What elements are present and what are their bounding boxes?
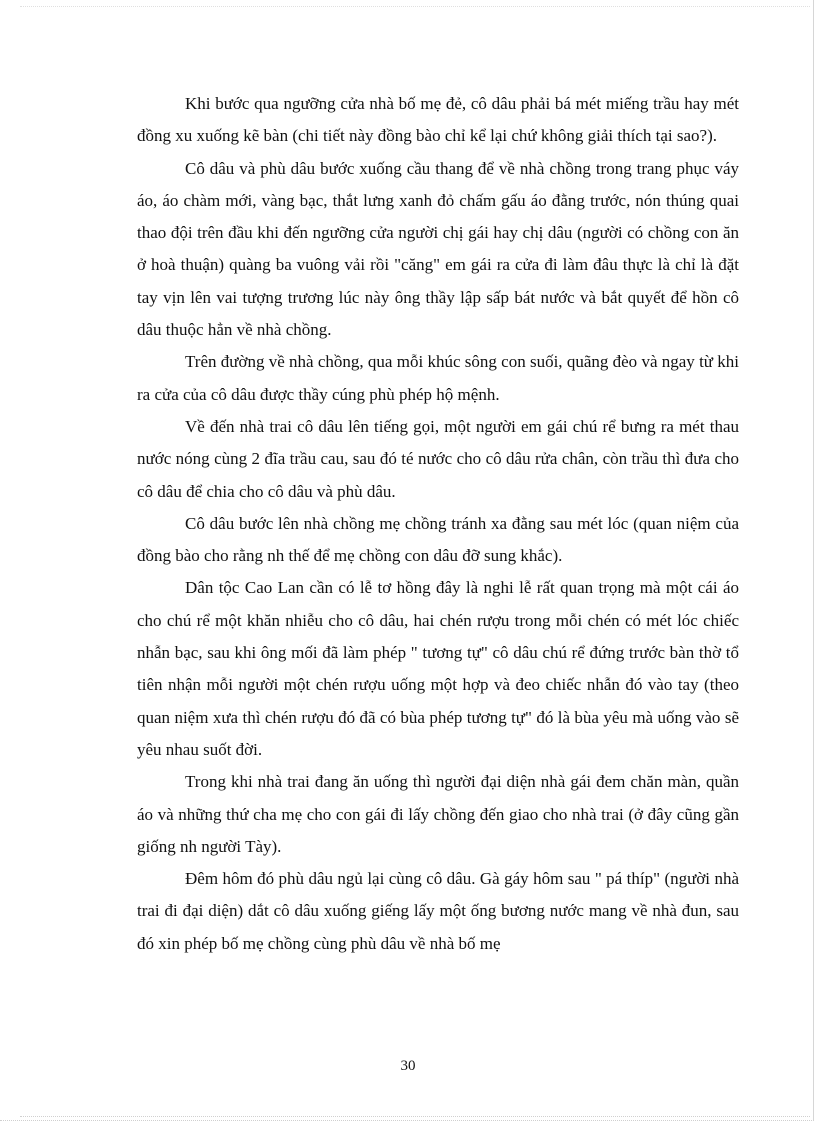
page-number: 30 — [400, 1058, 416, 1074]
paragraph-1: Khi bước qua ngưỡng cửa nhà bố mẹ đẻ, cô dâu phải bá mét miếng trầu hay mét đồng xu xuống kẽ bàn (chi tiết này đồng bào chỉ kể lại chứ không giải thích tại sao?). — [137, 94, 739, 146]
document-body — [137, 88, 739, 960]
paragraph-6: Dân tộc Cao Lan cần có lễ tơ hồng đây là nghi lễ rất quan trọng mà một cái áo cho chú rể một khăn nhiễu cho cô dâu, hai chén rượu trong mỗi chén có mét lóc chiếc nhẫn bạc, sau khi ông mối đã làm phép " tương tự" cô dâu chú rể đứng trước bàn thờ tổ tiên nhận mỗi người một chén rượu uống một hợp và đeo chiếc nhẫn đó vào tay (theo quan niệm xưa thì chén rượu đó đã có bùa phép tương tự" đó là bùa yêu mà uống vào sẽ yêu nhau suốt đời. — [137, 578, 739, 759]
paragraph-8: Đêm hôm đó phù dâu ngủ lại cùng cô dâu. Gà gáy hôm sau " pá thíp" (người nhà trai đi đại diện) dắt cô dâu xuống giếng lấy một ống bương nước mang về nhà đun, sau đó xin phép bố mẹ chồng cùng phù dâu về nhà bố mẹ — [137, 869, 739, 953]
paragraph-2: Cô dâu và phù dâu bước xuống cầu thang để về nhà chồng trong trang phục váy áo, áo chàm mới, vàng bạc, thắt lưng xanh đỏ chấm gấu áo đằng trước, nón thúng quai thao đội trên đầu khi đến ngưỡng cửa người chị gái hay chị dâu (người có chồng con ăn ở hoà thuận) quàng ba vuông vải rồi "căng" em gái ra cửa đi làm đâu thực là chỉ là đặt tay vịn lên vai tượng trương lúc này ông thầy lập sấp bát nước và bắt quyết để hồn cô dâu thuộc hẳn về nhà chồng. — [137, 158, 739, 340]
paragraph-3: Trên đường về nhà chồng, qua mỗi khúc sông con suối, quãng đèo và ngay từ khi ra cửa của cô dâu được thầy cúng phù phép hộ mệnh. — [137, 352, 739, 404]
paragraph-7: Trong khi nhà trai đang ăn uống thì người đại diện nhà gái đem chăn màn, quần áo và những thứ cha mẹ cho con gái đi lấy chồng đến giao cho nhà trai (ở đây cũng gần giống nh người Tày). — [137, 772, 739, 856]
paragraph-4: Về đến nhà trai cô dâu lên tiếng gọi, một người em gái chú rể bưng ra mét thau nước nóng cùng 2 đĩa trầu cau, sau đó té nước cho cô dâu rửa chân, còn trầu thì đưa cho cô dâu để chia cho cô dâu và phù dâu. — [137, 416, 739, 501]
paragraph-5: Cô dâu bước lên nhà chồng mẹ chồng tránh xa đằng sau mét lóc (quan niệm của đồng bào cho rằng nh thế để mẹ chồng con dâu đỡ sung khắc). — [137, 513, 739, 566]
page-border-bottom — [20, 1116, 810, 1117]
page-border-top — [20, 6, 810, 7]
